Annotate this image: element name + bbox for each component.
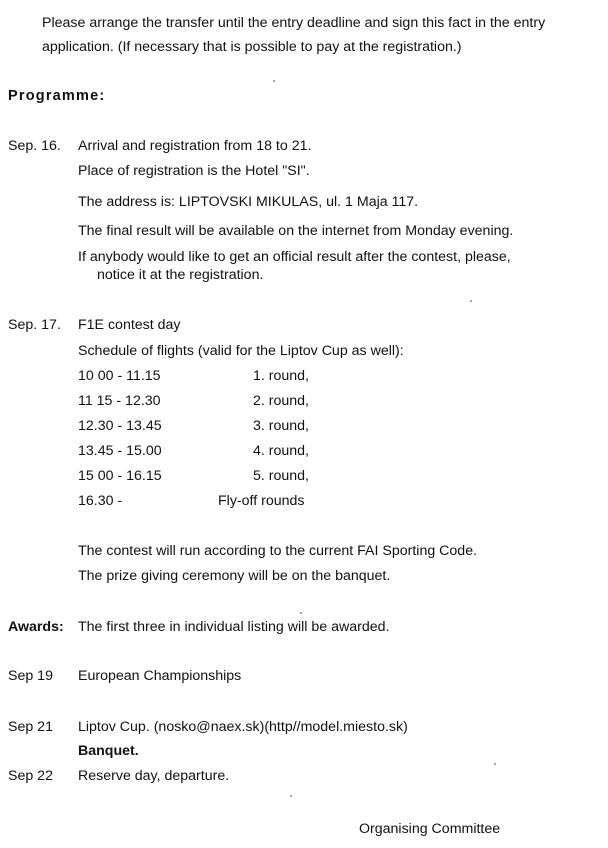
- scan-speck: [273, 80, 275, 82]
- date-label: Sep 22: [8, 768, 53, 784]
- scan-speck: [290, 795, 292, 797]
- schedule-round: 5. round,: [253, 468, 310, 484]
- sep17-title: F1E contest day: [78, 317, 181, 333]
- schedule-time: 13.45 - 15.00: [78, 443, 162, 459]
- schedule-time: 12.30 - 13.45: [78, 418, 162, 434]
- awards-label: Awards:: [8, 619, 64, 635]
- schedule-round: 4. round,: [253, 443, 310, 459]
- schedule-time: 15 00 - 16.15: [78, 468, 162, 484]
- scan-speck: [300, 612, 302, 614]
- sep16-line: The final result will be available on the internet from Monday evening.: [78, 223, 514, 239]
- date-label: Sep 19: [8, 668, 53, 684]
- scan-speck: [470, 300, 472, 302]
- schedule-time: 10 00 - 11.15: [78, 368, 161, 384]
- schedule-time: 11 15 - 12.30: [78, 393, 161, 409]
- banquet-label: Banquet.: [78, 743, 139, 759]
- intro-line-2: application. (If necessary that is possible to pay at the registration.): [42, 39, 462, 55]
- date-label: Sep 21: [8, 719, 53, 735]
- schedule-round: Fly-off rounds: [218, 493, 305, 509]
- sep16-line: Place of registration is the Hotel "SI".: [78, 163, 310, 179]
- scan-speck: [494, 763, 496, 765]
- sep17-note: The prize giving ceremony will be on the banquet.: [78, 568, 391, 584]
- awards-text: The first three in individual listing will be awarded.: [78, 619, 390, 635]
- schedule-time: 16.30 -: [78, 493, 123, 509]
- programme-heading: Programme:: [8, 88, 106, 104]
- date-label: Sep. 16.: [8, 138, 61, 154]
- sep21-text: Liptov Cup. (nosko@naex.sk)(http//model.miesto.sk): [78, 719, 408, 735]
- date-label: Sep. 17.: [8, 317, 61, 333]
- sep16-line: If anybody would like to get an official result after the contest, please,: [78, 249, 511, 265]
- sep16-line: notice it at the registration.: [97, 267, 264, 283]
- sep17-note: The contest will run according to the current FAI Sporting Code.: [78, 543, 478, 559]
- sep16-line: Arrival and registration from 18 to 21.: [78, 138, 312, 154]
- sep22-text: Reserve day, departure.: [78, 768, 230, 784]
- schedule-round: 2. round,: [253, 393, 310, 409]
- schedule-round: 1. round,: [253, 368, 310, 384]
- intro-line-1: Please arrange the transfer until the entry deadline and sign this fact in the entry: [42, 15, 546, 31]
- signature: Organising Committee: [359, 821, 501, 837]
- schedule-intro: Schedule of flights (valid for the Liptov Cup as well):: [78, 343, 404, 359]
- schedule-round: 3. round,: [253, 418, 310, 434]
- sep16-line: The address is: LIPTOVSKI MIKULAS, ul. 1 Maja 117.: [78, 194, 419, 210]
- sep19-text: European Championships: [78, 668, 242, 684]
